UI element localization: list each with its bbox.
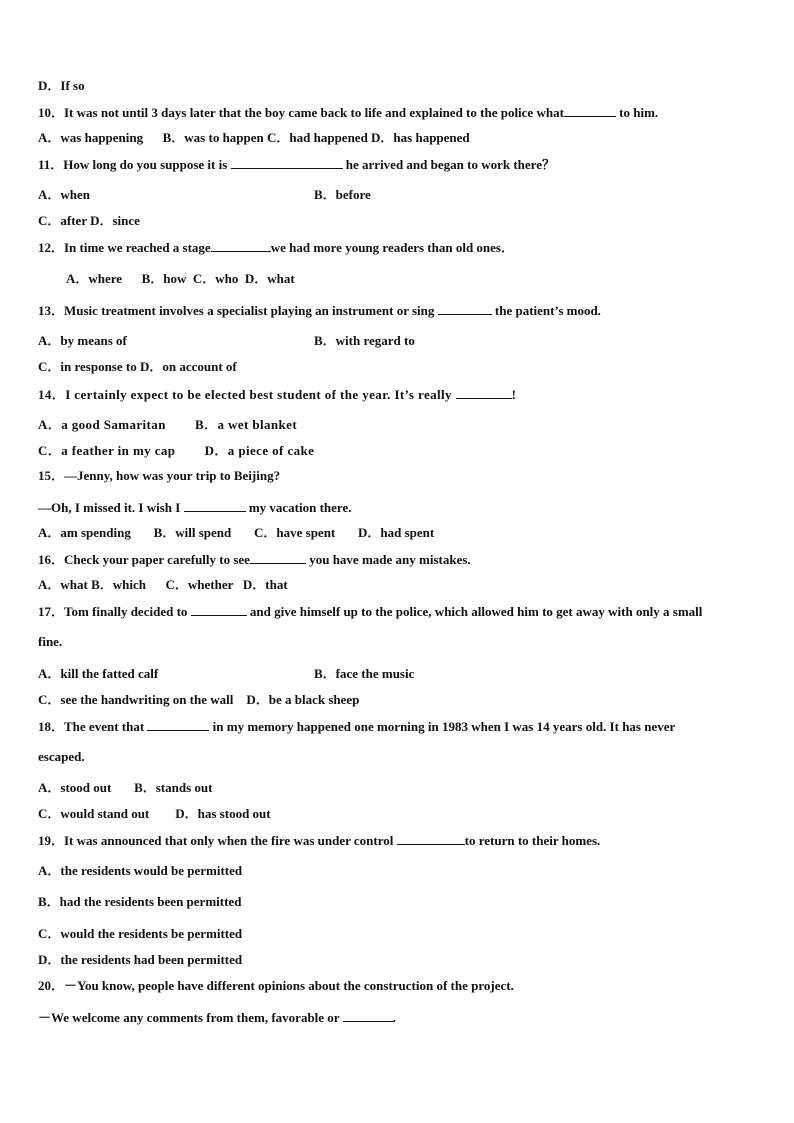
answer-blank: [250, 551, 306, 564]
question-12-tail: we had more young readers than old ones．: [270, 240, 514, 255]
question-14-stem: [38, 386, 516, 403]
question-18-text: 18．The event that: [38, 719, 145, 734]
option-a: A．by means of: [38, 333, 127, 348]
question-14-tail: !: [511, 387, 517, 402]
question-19-option-d: D．the residents had been permitted: [38, 952, 243, 967]
answer-blank: [184, 499, 246, 512]
question-11-tail: he arrived and began to work there？: [345, 157, 555, 172]
question-13-text: 13．Music treatment involves a specialist playing an instrument or sing: [38, 303, 435, 318]
option-b: B．before: [314, 187, 371, 202]
question-13-tail: the patient’s mood.: [494, 303, 601, 318]
question-19-option-a: A．the residents would be permitted: [38, 863, 243, 878]
question-9-option-d: D．If so: [38, 78, 85, 93]
question-15-stem: 15．—Jenny, how was your trip to Beijing?: [38, 468, 281, 483]
answer-blank: [231, 156, 343, 169]
question-11-stem: [38, 156, 555, 173]
question-20-stem: 20．－You know, people have different opinions about the construction of the project.: [38, 978, 514, 993]
question-19-text: 19．It was announced that only when the fire was under control: [38, 833, 394, 848]
answer-blank: [564, 104, 616, 117]
question-20-reply-tail: .: [392, 1010, 396, 1025]
question-17-options-cd: C．see the handwriting on the wall D．be a black sheep: [38, 692, 360, 707]
answer-blank: [456, 386, 512, 399]
question-12-stem: [38, 239, 514, 256]
question-17-options-ab: [38, 666, 415, 682]
question-11-text: 11．How long do you suppose it is: [38, 157, 228, 172]
answer-blank: [438, 302, 492, 315]
question-16-text: 16．Check your paper carefully to see: [38, 552, 250, 567]
question-11-options-cd: C．after D．since: [38, 213, 140, 228]
option-b: B．with regard to: [314, 333, 415, 348]
answer-blank: [211, 239, 271, 252]
question-18-options-cd: C．would stand out D．has stood out: [38, 806, 271, 821]
question-14-options-ab: A．a good Samaritan B．a wet blanket: [38, 417, 298, 432]
question-15-options: A．am spending B．will spend C．have spent D．had spent: [38, 525, 435, 540]
question-12-options: A．where B．how C．who D．what: [66, 271, 295, 286]
question-15-reply-tail: my vacation there.: [248, 500, 352, 515]
question-15-reply-text: —Oh, I missed it. I wish I: [38, 500, 181, 515]
question-19-tail: to return to their homes.: [464, 833, 601, 848]
question-18-stem: [38, 718, 675, 735]
answer-blank: [147, 718, 209, 731]
answer-blank: [191, 603, 247, 616]
question-17-continuation: fine.: [38, 634, 63, 649]
question-20-reply: [38, 1009, 396, 1026]
question-16-options: A．what B．which C．whether D．that: [38, 577, 288, 592]
question-18-continuation: escaped.: [38, 749, 85, 764]
question-20-reply-text: －We welcome any comments from them, favorable or: [38, 1010, 340, 1025]
question-19-option-b: B．had the residents been permitted: [38, 894, 242, 909]
question-17-stem: [38, 603, 702, 620]
question-19-option-c: C．would the residents be permitted: [38, 926, 243, 941]
option-a: A．when: [38, 187, 91, 202]
question-15-reply: [38, 499, 351, 516]
question-14-options-cd: C．a feather in my cap D．a piece of cake: [38, 443, 315, 458]
question-17-text: 17．Tom finally decided to: [38, 604, 188, 619]
question-18-options-ab: A．stood out B．stands out: [38, 780, 213, 795]
question-18-tail: in my memory happened one morning in 1983 when I was 14 years old. It has never: [212, 719, 676, 734]
question-13-stem: [38, 302, 601, 319]
question-13-options-ab: [38, 333, 415, 349]
question-10-options: A．was happening B．was to happen C．had happened D．has happened: [38, 130, 470, 145]
question-11-options-ab: [38, 187, 371, 203]
question-16-tail: you have made any mistakes.: [309, 552, 471, 567]
question-10-tail: to him.: [619, 105, 659, 120]
option-a: A．kill the fatted calf: [38, 666, 159, 681]
question-19-stem: [38, 832, 600, 849]
question-10-text: 10．It was not until 3 days later that the boy came back to life and explained to the police what: [38, 105, 564, 120]
question-13-options-cd: C．in response to D．on account of: [38, 359, 237, 374]
answer-blank: [397, 832, 465, 845]
question-16-stem: [38, 551, 471, 568]
question-17-tail: and give himself up to the police, which allowed him to get away with only a small: [249, 604, 703, 619]
question-12-text: 12．In time we reached a stage: [38, 240, 211, 255]
question-10-stem: [38, 104, 658, 121]
option-b: B．face the music: [314, 666, 415, 681]
answer-blank: [343, 1009, 393, 1022]
question-14-text: 14．I certainly expect to be elected best student of the year. It’s really: [38, 387, 452, 402]
